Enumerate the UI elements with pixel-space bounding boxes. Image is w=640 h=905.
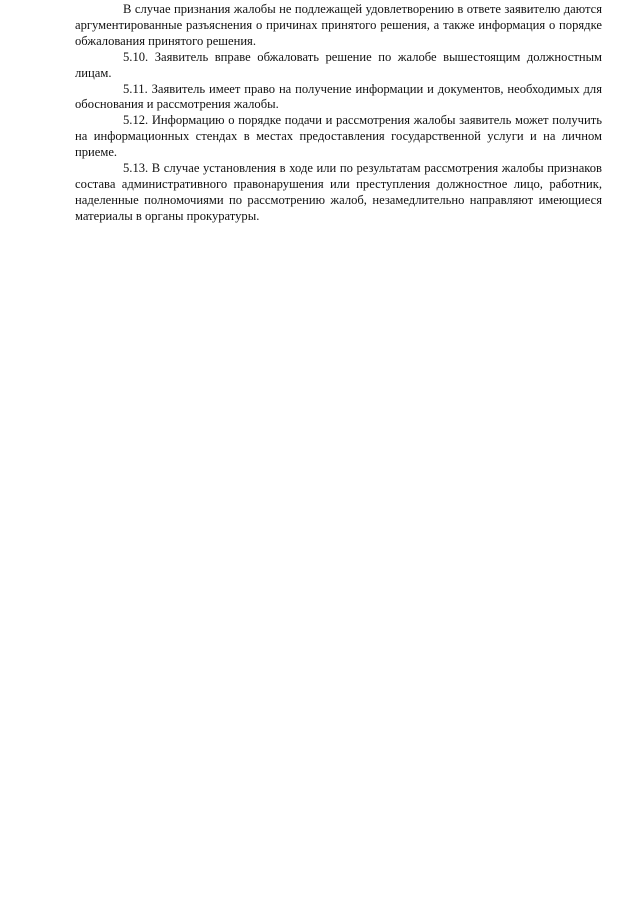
paragraph-rejection-notice: В случае признания жалобы не подлежащей удовлетворению в ответе заявителю даются аргументированные разъяснения о причинах принятого решения, а также информация о порядке обжалования принятого решения. <box>75 2 602 48</box>
paragraph-5-11: 5.11. Заявитель имеет право на получение информации и документов, необходимых для обоснования и рассмотрения жалобы. <box>75 81 602 112</box>
paragraph-5-12: 5.12. Информацию о порядке подачи и рассмотрения жалобы заявитель может получить на информационных стендах в местах предоставления государственной услуги и на личном приеме. <box>75 113 602 160</box>
paragraph-5-13: 5.13. В случае установления в ходе или по результатам рассмотрения жалобы признаков состава административного правонарушения или преступления должностное лицо, работник, наделенные полномочиями по рассмотрению жалоб, незамедлительно направляют имеющиеся материалы в органы прокуратуры. <box>75 161 602 223</box>
document-body <box>75 2 602 225</box>
paragraph-5-10: 5.10. Заявитель вправе обжаловать решение по жалобе вышестоящим должностным лицам. <box>75 49 602 80</box>
